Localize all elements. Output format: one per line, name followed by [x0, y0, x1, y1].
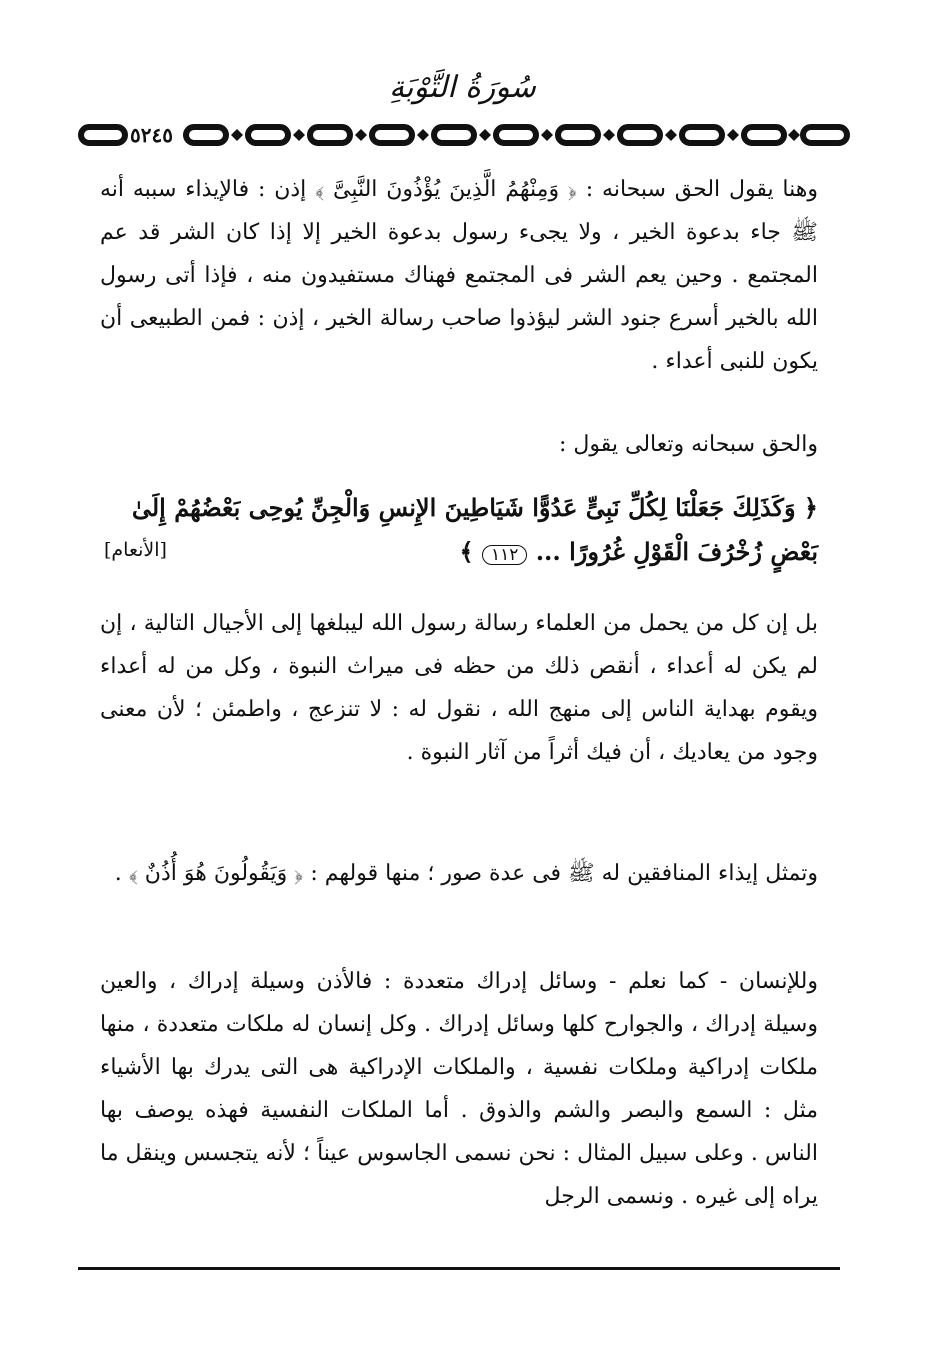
- paragraph-3: بل إن كل من يحمل من العلماء رسالة رسول الله ليبلغها إلى الأجيال التالية ، إن لم يكن له أعداء ، أنقص ذلك من حظه فى ميراث النبوة ، وكل من له أعداء ويقوم بهداية الناس إلى منهج الله ، نقول له : لا تنزعج ، واطمئن ؛ لأن معنى وجود من يعاديك ، أن فيك أثراً من آثار النبوة .: [100, 611, 818, 765]
- paragraph-5: وللإنسان - كما نعلم - وسائل إدراك متعددة : فالأذن وسيلة إدراك ، والعين وسيلة إدراك ، والجوارح كلها وسائل إدراك . وكل إنسان له ملكات متعددة ، منها ملكات إدراكية وملكات نفسية ، والملكات الإدراكية هى التى يدرك بها الأشياء مثل : السمع والبصر والشم والذوق . أما الملكات النفسية فهذه يوصف بها الناس . وعلى سبيل المثال : نحن نسمى الجاسوس عيناً ؛ لأنه يتجسس وينقل ما يراه إلى غيره . ونسمى الرجل: [100, 969, 818, 1209]
- paragraph-1: وهنا يقول الحق سبحانه : ﴿ وَمِنْهُمُ الَّذِينَ يُؤْذُونَ النَّبِىَّ ﴾ إذن : فالإيذاء سببه أنه ﷺ جاء بدعوة الخير ، ولا يجىء رسول بدعوة الخير إلا إذا كان الشر قد عم المجتمع . وحين يعم الشر فى المجتمع فهناك مستفيدون منه ، فإذا أتى رسول الله بالخير أسرع جنود الشر ليؤذوا صاحب رسالة الخير ، إذن : فمن الطبيعى أن يكون للنبى أعداء .: [100, 177, 818, 374]
- verse-number: ١١٢: [482, 545, 527, 565]
- paragraph-2: والحق سبحانه وتعالى يقول :: [559, 432, 818, 457]
- verse-line-2-text: بَعْضٍ زُخْرُفَ الْقَوْلِ غُرُورًا ...: [527, 537, 818, 566]
- paragraph-4: وتمثل إيذاء المنافقين له ﷺ فى عدة صور ؛ منها قولهم : ﴿ وَيَقُولُونَ هُوَ أُذُنٌ ﴾ .: [114, 861, 818, 886]
- page-number: ٥٢٤٥: [130, 123, 173, 147]
- verse-line-1: ﴿ وَكَذَلِكَ جَعَلْنَا لِكُلِّ نَبِىٍّ عَدُوًّا شَيَاطِينَ الإِنسِ وَالْجِنِّ يُوحِى بَعْضُهُمْ إِلَىٰ: [131, 493, 818, 522]
- verse-line-2: [100, 530, 818, 574]
- verse-close-bracket: ﴾: [459, 537, 482, 566]
- quran-verse: [100, 486, 818, 574]
- surah-reference: [الأنعام]: [104, 539, 167, 561]
- ornament-border: [78, 122, 850, 148]
- surah-title: سُورَةُ التَّوْبَةِ: [389, 70, 536, 105]
- bottom-rule: [78, 1267, 840, 1270]
